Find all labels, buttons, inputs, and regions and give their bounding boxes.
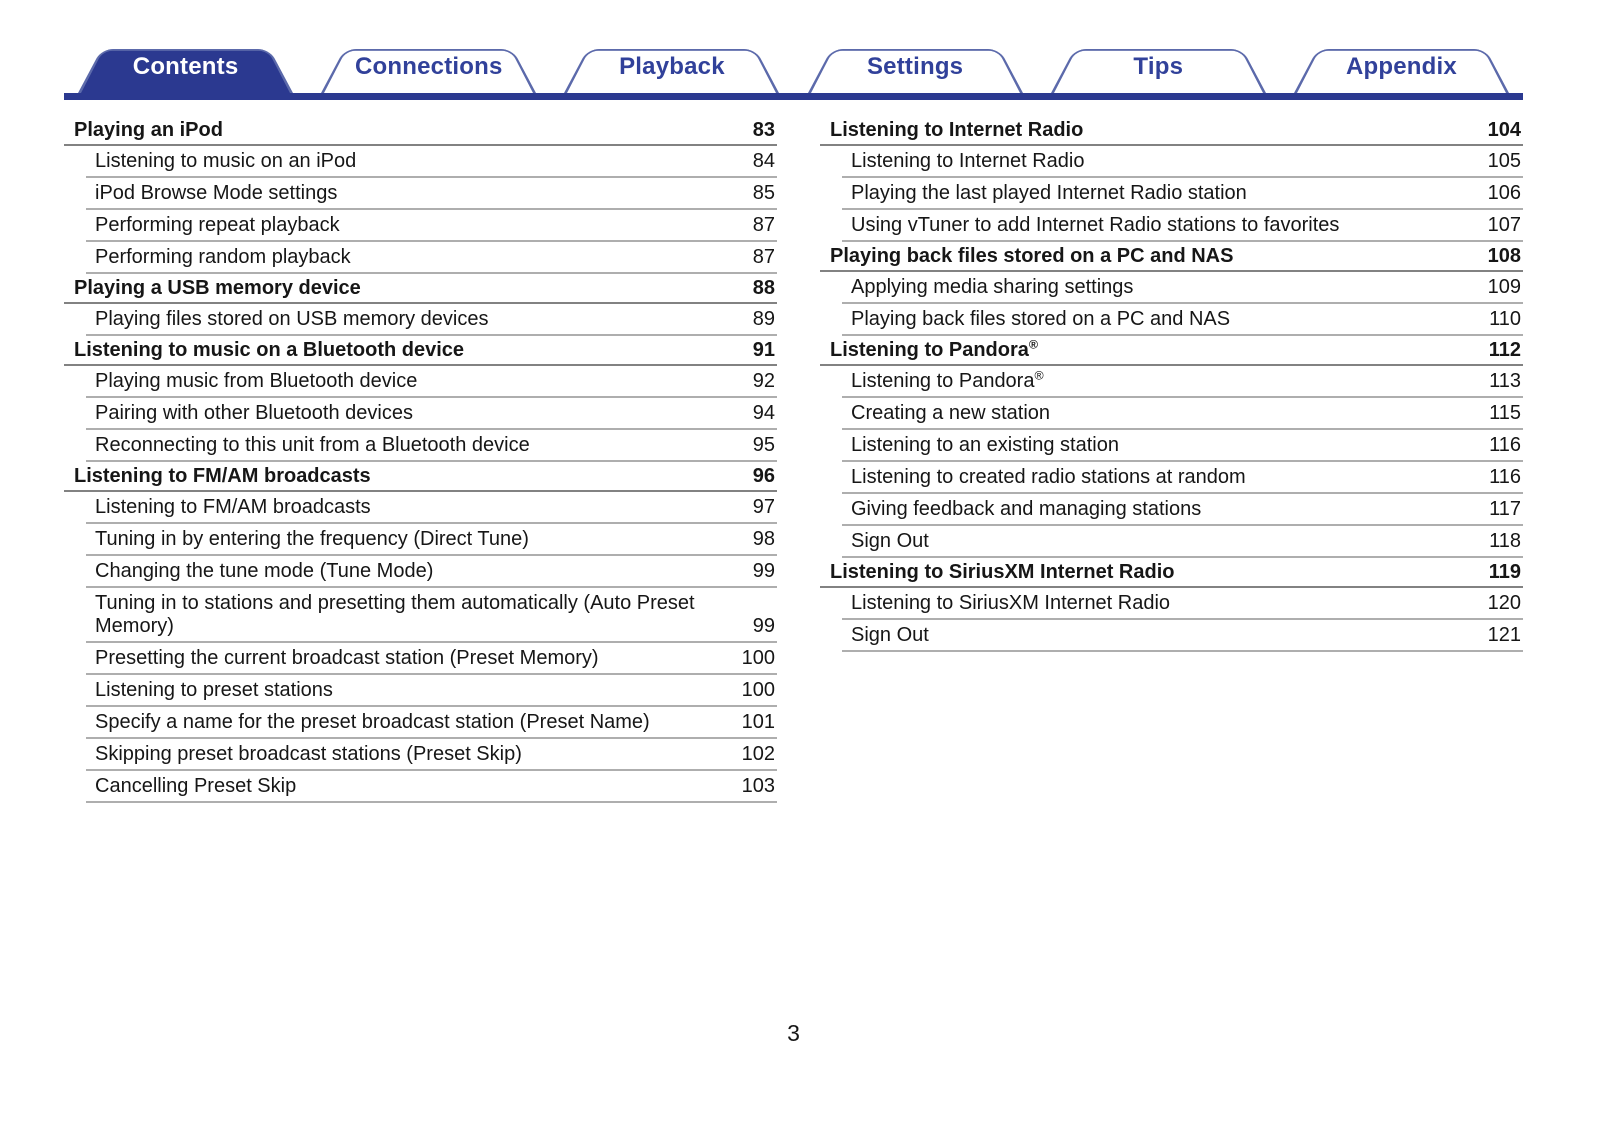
toc-item-row[interactable] [842, 304, 1523, 336]
toc-entry-page: 98 [752, 528, 775, 550]
toc-item-row[interactable] [842, 272, 1523, 304]
toc-entry-page: 101 [741, 711, 775, 733]
toc-entry-label: Presetting the current broadcast station (Preset Memory) [95, 647, 599, 669]
toc-entry-label: iPod Browse Mode settings [95, 182, 338, 204]
toc-entry-page: 109 [1487, 276, 1521, 298]
toc-entry-page: 118 [1489, 530, 1521, 552]
toc-section-row[interactable] [820, 116, 1523, 146]
toc-entry-page: 108 [1487, 245, 1521, 267]
toc-item-row[interactable] [86, 588, 777, 643]
toc-entry-page: 100 [741, 647, 775, 669]
tab-bar [64, 36, 1523, 100]
toc-entry-page: 116 [1489, 466, 1521, 488]
toc-item-row[interactable] [842, 366, 1523, 398]
toc-entry-label: Playing the last played Internet Radio station [851, 182, 1247, 204]
toc-section-row[interactable] [64, 116, 777, 146]
toc-item-row[interactable] [86, 304, 777, 336]
toc-entry-label: Listening to SiriusXM Internet Radio [830, 561, 1175, 583]
page-number: 3 [787, 1020, 800, 1046]
toc-entry-label: Using vTuner to add Internet Radio stations to favorites [851, 214, 1340, 236]
toc-item-row[interactable] [86, 210, 777, 242]
toc-entry-page: 97 [752, 496, 775, 518]
toc-entry-page: 106 [1487, 182, 1521, 204]
tab-contents[interactable] [78, 36, 293, 93]
tab-settings[interactable] [808, 36, 1023, 93]
tab-label: Playback [619, 52, 725, 80]
toc-entry-label: Listening to created radio stations at random [851, 466, 1246, 488]
toc-item-row[interactable] [842, 494, 1523, 526]
tab-tips[interactable] [1051, 36, 1266, 93]
toc-entry-page: 103 [741, 775, 775, 797]
toc-section-row[interactable] [64, 336, 777, 366]
toc-entry-page: 91 [752, 339, 775, 361]
toc-entry-label: Playing an iPod [74, 119, 223, 141]
toc-entry-page: 87 [752, 214, 775, 236]
toc-entry-page: 107 [1487, 214, 1521, 236]
toc-item-row[interactable] [842, 398, 1523, 430]
toc-entry-label: Listening to Pandora® [830, 337, 1039, 361]
toc-section-row[interactable] [820, 242, 1523, 272]
toc-entry-page: 110 [1489, 308, 1521, 330]
toc-item-row[interactable] [86, 707, 777, 739]
toc-entry-page: 117 [1489, 498, 1521, 520]
toc-entry-label: Listening to an existing station [851, 434, 1119, 456]
toc-entry-label: Listening to Internet Radio [830, 119, 1084, 141]
toc-entry-label: Listening to Pandora® [851, 368, 1044, 392]
toc-entry-page: 104 [1487, 119, 1521, 141]
toc-entry-page: 92 [752, 370, 775, 392]
toc-entry-label: Sign Out [851, 624, 929, 646]
toc-item-row[interactable] [86, 398, 777, 430]
toc-entry-label: Playing files stored on USB memory devices [95, 308, 489, 330]
toc-entry-page: 84 [752, 150, 775, 172]
toc-item-row[interactable] [842, 210, 1523, 242]
toc-entry-label: Listening to FM/AM broadcasts [95, 496, 371, 518]
toc-section-row[interactable] [64, 274, 777, 304]
toc-entry-label: Changing the tune mode (Tune Mode) [95, 560, 434, 582]
toc-section-row[interactable] [820, 336, 1523, 366]
toc-entry-label: Cancelling Preset Skip [95, 775, 297, 797]
tab-label: Tips [1133, 52, 1184, 80]
tab-bar-tabs [64, 36, 1523, 93]
toc-entry-label: Playing a USB memory device [74, 277, 361, 299]
toc-entry-page: 119 [1488, 561, 1521, 583]
toc-entry-label: Listening to preset stations [95, 679, 333, 701]
toc-item-row[interactable] [86, 492, 777, 524]
toc-column-right [820, 116, 1523, 803]
tab-label: Contents [132, 52, 239, 80]
tab-appendix[interactable] [1294, 36, 1509, 93]
toc-entry-page: 113 [1489, 370, 1521, 392]
toc-entry-page: 120 [1487, 592, 1521, 614]
tab-label: Appendix [1345, 52, 1457, 80]
toc-item-row[interactable] [842, 146, 1523, 178]
toc-item-row[interactable] [86, 178, 777, 210]
toc-entry-label: Listening to SiriusXM Internet Radio [851, 592, 1171, 614]
toc-entry-label: Listening to FM/AM broadcasts [74, 465, 371, 487]
toc-entry-page: 115 [1489, 402, 1521, 424]
toc-item-row[interactable] [86, 675, 777, 707]
toc-entry-page: 88 [752, 277, 775, 299]
toc-item-row[interactable] [86, 739, 777, 771]
toc-item-row[interactable] [86, 524, 777, 556]
page-footer [64, 1020, 1523, 1047]
toc-entry-label: Creating a new station [851, 402, 1051, 424]
toc-column-left [64, 116, 777, 803]
registered-mark: ® [1028, 337, 1039, 352]
toc-entry-label: Playing music from Bluetooth device [95, 370, 418, 392]
tab-label: Connections [354, 52, 503, 80]
toc-entry-page: 102 [741, 743, 775, 765]
toc-entry-page: 87 [752, 246, 775, 268]
toc-item-row[interactable] [86, 242, 777, 274]
toc-section-row[interactable] [64, 462, 777, 492]
toc-entry-label: Sign Out [851, 530, 929, 552]
toc-entry-page: 99 [752, 615, 775, 637]
toc-entry-page: 105 [1487, 150, 1521, 172]
toc-entry-label: Tuning in to stations and presetting them automatically (Auto Preset Memory) [95, 592, 695, 637]
toc-item-row[interactable] [86, 366, 777, 398]
toc-entry-page: 89 [752, 308, 775, 330]
toc-entry-page: 95 [752, 434, 775, 456]
toc-item-row[interactable] [842, 178, 1523, 210]
registered-mark: ® [1034, 368, 1044, 383]
toc-entry-label: Tuning in by entering the frequency (Direct Tune) [95, 528, 529, 550]
toc-item-row[interactable] [842, 462, 1523, 494]
toc-entry-label: Listening to music on a Bluetooth device [74, 339, 465, 361]
toc-item-row[interactable] [86, 430, 777, 462]
toc-item-row[interactable] [842, 620, 1523, 652]
toc-entry-page: 85 [752, 182, 775, 204]
toc-entry-label: Playing back files stored on a PC and NAS [851, 308, 1231, 330]
toc-entry-page: 116 [1489, 434, 1521, 456]
toc-entry-label: Listening to music on an iPod [95, 150, 357, 172]
toc-entry-page: 112 [1488, 339, 1521, 361]
table-of-contents [64, 116, 1523, 803]
toc-entry-label: Playing back files stored on a PC and NAS [830, 245, 1234, 267]
toc-item-row[interactable] [842, 526, 1523, 558]
toc-entry-label: Giving feedback and managing stations [851, 498, 1202, 520]
toc-item-row[interactable] [86, 643, 777, 675]
toc-entry-page: 121 [1487, 624, 1521, 646]
toc-entry-label: Specify a name for the preset broadcast station (Preset Name) [95, 711, 650, 733]
toc-entry-label: Performing random playback [95, 246, 351, 268]
toc-item-row[interactable] [86, 556, 777, 588]
toc-item-row[interactable] [86, 146, 777, 178]
toc-item-row[interactable] [842, 588, 1523, 620]
toc-entry-page: 100 [741, 679, 775, 701]
toc-entry-label: Skipping preset broadcast stations (Preset Skip) [95, 743, 522, 765]
toc-entry-page: 99 [752, 560, 775, 582]
toc-entry-label: Applying media sharing settings [851, 276, 1134, 298]
toc-entry-label: Reconnecting to this unit from a Bluetooth device [95, 434, 530, 456]
tab-connections[interactable] [321, 36, 536, 93]
tab-bar-underline [64, 93, 1523, 100]
toc-item-row[interactable] [86, 771, 777, 803]
toc-entry-page: 96 [752, 465, 775, 487]
toc-entry-page: 83 [752, 119, 775, 141]
toc-entry-label: Listening to Internet Radio [851, 150, 1085, 172]
toc-entry-label: Pairing with other Bluetooth devices [95, 402, 413, 424]
toc-entry-page: 94 [752, 402, 775, 424]
tab-label: Settings [866, 52, 964, 80]
toc-entry-label: Performing repeat playback [95, 214, 340, 236]
toc-section-row[interactable] [820, 558, 1523, 588]
tab-playback[interactable] [564, 36, 779, 93]
toc-item-row[interactable] [842, 430, 1523, 462]
